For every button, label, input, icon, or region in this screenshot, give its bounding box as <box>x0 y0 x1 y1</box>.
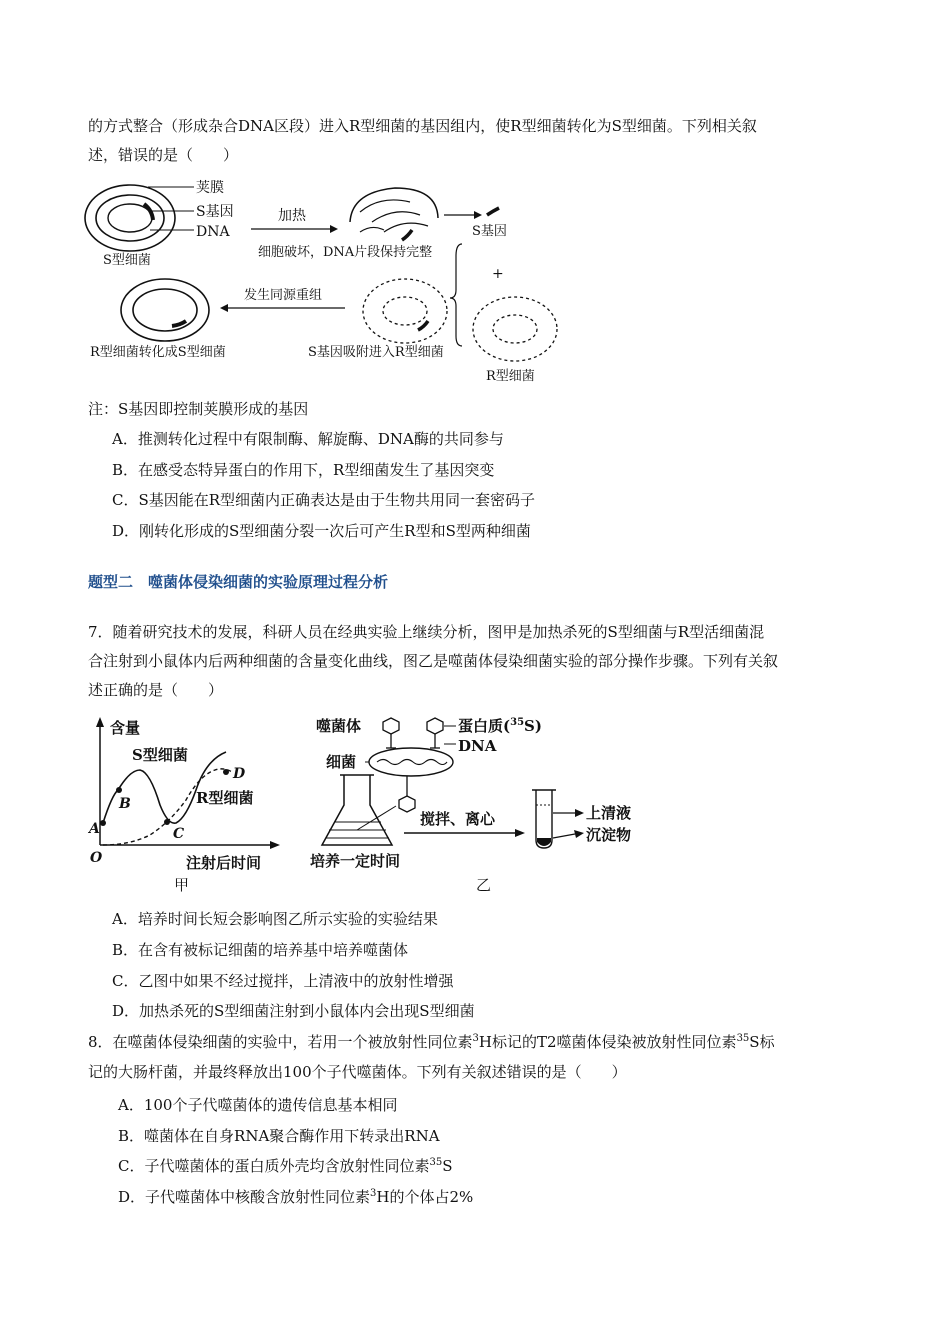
q6-option-b: B．在感受态特异蛋白的作用下，R型细菌发生了基因突变 <box>112 461 495 479</box>
q7-option-b: B．在含有被标记细菌的培养基中培养噬菌体 <box>112 941 409 959</box>
label-dna: DNA <box>196 224 230 240</box>
label-s-gene-free: S基因 <box>472 224 507 239</box>
label-bacteria: 细菌 <box>326 753 357 771</box>
q6-stem-line2: 述，错误的是（ ） <box>88 146 239 164</box>
label-cell-broken: 细胞破坏，DNA片段保持完整 <box>258 245 433 260</box>
label-s-bacteria: S型细菌 <box>103 253 151 268</box>
label-plus: + <box>492 266 504 282</box>
point-a: A <box>89 821 100 837</box>
q7-stem-line2: 合注射到小鼠体内后两种细菌的含量变化曲线，图乙是噬菌体侵染细菌实验的部分操作步骤。下列有关叙 <box>88 652 779 670</box>
q7-option-d: D．加热杀死的S型细菌注射到小鼠体内会出现S型细菌 <box>112 1002 475 1020</box>
phage-bottom <box>399 776 415 812</box>
label-s-gene: S基因 <box>196 204 234 220</box>
q7-option-a: A．培养时间长短会影响图乙所示实验的实验结果 <box>112 910 438 928</box>
label-adsorb: S基因吸附进入R型细菌 <box>308 345 444 360</box>
q7-option-c: C．乙图中如果不经过搅拌，上清液中的放射性增强 <box>112 972 454 990</box>
q8-stem-line1: 8．在噬菌体侵染细菌的实验中，若用一个被放射性同位素$^3$H标记的T2噬菌体侵染被放射性同位素$^{35}$S标 <box>88 1033 775 1051</box>
flask <box>322 775 392 845</box>
phage-left <box>383 718 399 748</box>
sediment <box>537 838 551 846</box>
label-culture: 培养一定时间 <box>310 852 401 870</box>
q6-option-c: C．S基因能在R型细菌内正确表达是由于生物共用同一套密码子 <box>112 491 536 509</box>
bacterium-cell <box>369 748 453 776</box>
label-recombination: 发生同源重组 <box>244 288 323 303</box>
label-capsule: 荚膜 <box>196 180 224 196</box>
fig-jia-caption: 甲 <box>174 876 190 894</box>
q8-option-c: C．子代噬菌体的蛋白质外壳均含放射性同位素$^{35}$S <box>118 1157 453 1175</box>
s-bacteria-label: S型细菌 <box>132 746 188 764</box>
phage-right <box>427 718 443 748</box>
origin-label: O <box>90 850 103 866</box>
section-heading: 题型二 噬菌体侵染细菌的实验原理过程分析 <box>88 573 389 591</box>
label-supernatant: 上清液 <box>586 804 632 822</box>
label-r-bacteria: R型细菌 <box>486 369 535 384</box>
point-b: B <box>119 796 131 812</box>
label-sediment: 沉淀物 <box>586 826 632 844</box>
label-stir: 搅拌、离心 <box>420 810 496 828</box>
q8-stem-line2: 记的大肠杆菌，并最终释放出100个子代噬菌体。下列有关叙述错误的是（ ） <box>88 1063 627 1081</box>
label-protein: 蛋白质($^{35}$S) <box>458 717 542 735</box>
q7-stem-line1: 7．随着研究技术的发展，科研人员在经典实验上继续分析，图甲是加热杀死的S型细菌与R型活细菌混 <box>88 623 765 641</box>
q6-option-a: A．推测转化过程中有限制酶、解旋酶、DNA酶的共同参与 <box>112 430 504 448</box>
r-bacteria-label: R型细菌 <box>196 789 254 807</box>
q8-option-d: D．子代噬菌体中核酸含放射性同位素$^3$H的个体占2% <box>118 1188 474 1206</box>
q6-stem-line1: 的方式整合（形成杂合DNA区段）进入R型细菌的基因组内，使R型细菌转化为S型细菌。下列相关叙 <box>88 117 757 135</box>
q8-option-a: A．100个子代噬菌体的遗传信息基本相同 <box>118 1096 398 1114</box>
label-heat: 加热 <box>278 208 306 224</box>
q6-note: 注：S基因即控制荚膜形成的基因 <box>88 400 309 418</box>
fig-yi-caption: 乙 <box>476 876 492 894</box>
label-dna: DNA <box>458 737 497 755</box>
point-d: D <box>233 766 246 782</box>
q8-option-b: B．噬菌体在自身RNA聚合酶作用下转录出RNA <box>118 1127 440 1145</box>
q7-stem-line3: 述正确的是（ ） <box>88 681 224 699</box>
x-axis-label: 注射后时间 <box>186 854 262 872</box>
label-phage: 噬菌体 <box>316 717 362 735</box>
point-c: C <box>173 826 185 842</box>
label-r-to-s: R型细菌转化成S型细菌 <box>90 345 226 360</box>
y-axis-label: 含量 <box>110 719 141 737</box>
q6-option-d: D．刚转化形成的S型细菌分裂一次后可产生R型和S型两种细菌 <box>112 522 531 540</box>
